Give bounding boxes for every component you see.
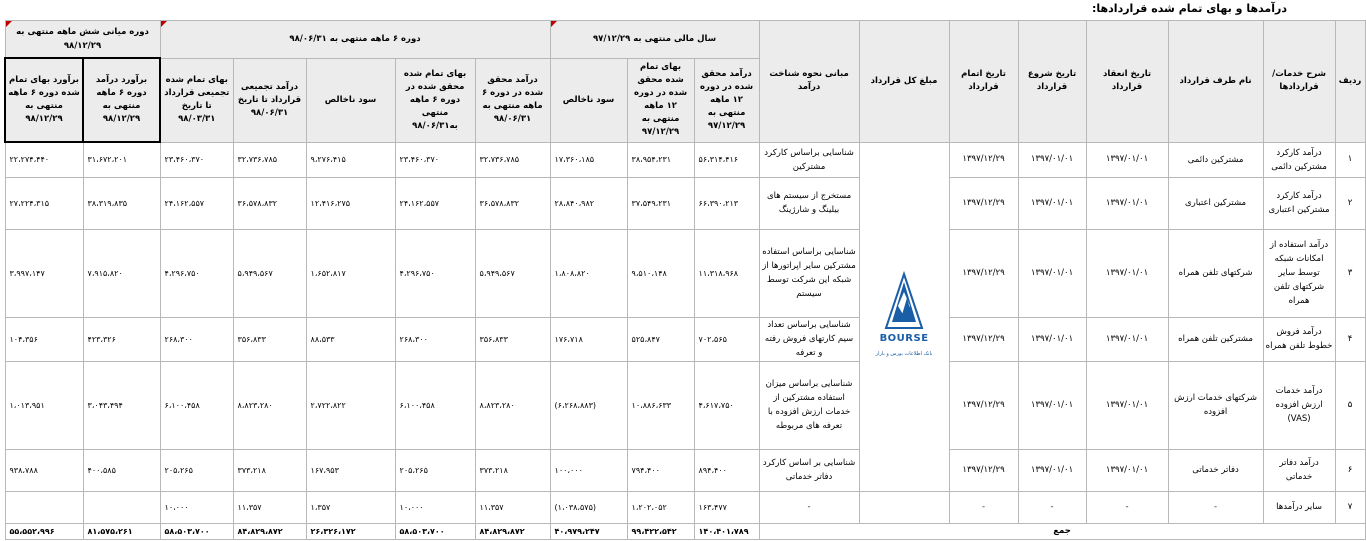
row-number: ۷ [1335, 491, 1365, 523]
row-six-profit: ۸۸،۵۳۳ [306, 317, 395, 361]
row-party: مشترکین اعتباری [1168, 177, 1263, 229]
row-estimate-cost: ۱،۰۱۳،۹۵۱ [5, 361, 83, 449]
row-number: ۲ [1335, 177, 1365, 229]
table-row [5, 317, 1365, 361]
table-row [5, 229, 1365, 317]
row-fy-cost: ۳۸،۹۵۴،۲۳۱ [627, 142, 694, 177]
row-six-profit: ۲،۷۲۲،۸۲۲ [306, 361, 395, 449]
row-cumulative-cost: ۶،۱۰۰،۴۵۸ [160, 361, 233, 449]
row-end-date: ۱۳۹۷/۱۲/۲۹ [949, 142, 1018, 177]
total-cumulative-cost: ۵۸،۵۰۳،۷۰۰ [160, 523, 233, 539]
row-estimate-cost [5, 491, 83, 523]
row-cumulative-revenue: ۸،۸۲۳،۲۸۰ [233, 361, 306, 449]
row-fy-cost: ۱،۲۰۲،۰۵۲ [627, 491, 694, 523]
row-cumulative-revenue: ۵،۹۴۹،۵۶۷ [233, 229, 306, 317]
row-six-revenue: ۳۲،۷۳۶،۷۸۵ [475, 142, 550, 177]
row-fy-cost: ۷۹۴،۴۰۰ [627, 449, 694, 491]
row-six-cost: ۲۴،۱۶۲،۵۵۷ [395, 177, 475, 229]
row-cumulative-revenue: ۳۲،۷۳۶،۷۸۵ [233, 142, 306, 177]
header-estimate-cost: برآورد بهای تمام شده دوره ۶ ماهه منتهی به ۹۸/۱۲/۲۹ [5, 58, 83, 142]
row-six-revenue: ۱۱،۳۵۷ [475, 491, 550, 523]
total-cumulative-revenue: ۸۴،۸۲۹،۸۷۲ [233, 523, 306, 539]
row-six-cost: ۲۶۸،۳۰۰ [395, 317, 475, 361]
row-start-date: - [1018, 491, 1086, 523]
row-number: ۵ [1335, 361, 1365, 449]
total-fy-profit: ۴۰،۹۷۹،۲۴۷ [550, 523, 627, 539]
row-estimate-cost: ۳،۹۹۷،۱۴۷ [5, 229, 83, 317]
header-fy-profit: سود ناخالص [550, 58, 627, 142]
row-fy-profit: ۱۷۶،۷۱۸ [550, 317, 627, 361]
header-fy-revenue: درآمد محقق شده در دوره ۱۲ ماهه منتهی به ۹۷/۱۲/۲۹ [694, 58, 759, 142]
table-row [5, 491, 1365, 523]
row-six-revenue: ۸،۸۲۳،۲۸۰ [475, 361, 550, 449]
row-cumulative-cost: ۴،۲۹۶،۷۵۰ [160, 229, 233, 317]
row-estimate-cost: ۲۷،۲۲۴،۳۱۵ [5, 177, 83, 229]
row-six-profit: ۱۲،۴۱۶،۲۷۵ [306, 177, 395, 229]
row-six-profit: ۱،۶۵۲،۸۱۷ [306, 229, 395, 317]
row-cumulative-revenue: ۱۱،۳۵۷ [233, 491, 306, 523]
row-end-date: - [949, 491, 1018, 523]
row-contract-date: ۱۳۹۷/۰۱/۰۱ [1086, 317, 1168, 361]
row-contract-date: ۱۳۹۷/۰۱/۰۱ [1086, 142, 1168, 177]
total-six-cost: ۵۸،۵۰۳،۷۰۰ [395, 523, 475, 539]
contracts-revenue-table [4, 20, 1366, 540]
row-contract-date: ۱۳۹۷/۰۱/۰۱ [1086, 449, 1168, 491]
table-row [5, 361, 1365, 449]
header-six-profit: سود ناخالص [306, 58, 395, 142]
row-fy-revenue: ۵۶،۳۱۴،۴۱۶ [694, 142, 759, 177]
row-six-revenue: ۳۵۶،۸۳۳ [475, 317, 550, 361]
header-end-date: تاریخ اتمام قرارداد [949, 21, 1018, 143]
total-fy-revenue: ۱۴۰،۴۰۱،۷۸۹ [694, 523, 759, 539]
row-description: درآمد کارکرد مشترکین دائمی [1263, 142, 1335, 177]
row-end-date: ۱۳۹۷/۱۲/۲۹ [949, 177, 1018, 229]
row-estimate-cost: ۲۲،۲۷۴،۴۴۰ [5, 142, 83, 177]
row-party: دفاتر خدماتی [1168, 449, 1263, 491]
total-row [5, 523, 1365, 539]
header-row-no: ردیف [1335, 21, 1365, 143]
row-six-revenue: ۵،۹۴۹،۵۶۷ [475, 229, 550, 317]
header-fiscal-year-group: سال مالی منتهی به ۹۷/۱۲/۲۹ [550, 21, 759, 59]
row-six-cost: ۲۳،۴۶۰،۳۷۰ [395, 142, 475, 177]
row-recognition-basis: - [759, 491, 859, 523]
row-end-date: ۱۳۹۷/۱۲/۲۹ [949, 449, 1018, 491]
row-start-date: ۱۳۹۷/۰۱/۰۱ [1018, 361, 1086, 449]
header-party: نام طرف قرارداد [1168, 21, 1263, 143]
total-fy-cost: ۹۹،۴۲۲،۵۴۲ [627, 523, 694, 539]
bourse-logo [872, 272, 936, 362]
row-description: درآمد دفاتر خدماتی [1263, 449, 1335, 491]
row-fy-revenue: ۱۶۳،۴۷۷ [694, 491, 759, 523]
row-fy-profit: (۱،۰۳۸،۵۷۵) [550, 491, 627, 523]
header-estimate-revenue: برآورد درآمد دوره ۶ ماهه منتهی به ۹۸/۱۲/۲۹ [83, 58, 160, 142]
row-number: ۱ [1335, 142, 1365, 177]
row-fy-profit: ۱،۸۰۸،۸۲۰ [550, 229, 627, 317]
row-estimate-revenue [83, 491, 160, 523]
row-description: درآمد استفاده از امکانات شبکه توسط سایر شرکتهای تلفن همراه [1263, 229, 1335, 317]
header-six-cost: بهای تمام شده محقق شده در دوره ۶ ماهه منتهی به۹۸/۰۶/۳۱ [395, 58, 475, 142]
row-contract-date: ۱۳۹۷/۰۱/۰۱ [1086, 229, 1168, 317]
header-recognition-basis: مبانی نحوه شناخت درآمد [759, 21, 859, 143]
row-party: شرکتهای خدمات ارزش افزوده [1168, 361, 1263, 449]
row-estimate-revenue: ۴۲۳،۳۲۶ [83, 317, 160, 361]
table-row [5, 449, 1365, 491]
row-contract-date: - [1086, 491, 1168, 523]
row-six-profit: ۹،۲۷۶،۴۱۵ [306, 142, 395, 177]
row-estimate-revenue: ۷،۹۱۵،۸۲۰ [83, 229, 160, 317]
bourse-mountain-icon [882, 272, 926, 330]
total-amount-merged-cell [859, 142, 949, 491]
group-header-row [5, 21, 1365, 59]
row-fy-profit: ۲۸،۸۴۰،۹۸۲ [550, 177, 627, 229]
row-end-date: ۱۳۹۷/۱۲/۲۹ [949, 317, 1018, 361]
row-party: مشترکین تلفن همراه [1168, 317, 1263, 361]
row-cumulative-cost: ۱۰،۰۰۰ [160, 491, 233, 523]
total-label: جمع [759, 523, 1365, 539]
row-estimate-revenue: ۳۱،۶۷۲،۲۰۱ [83, 142, 160, 177]
header-cumulative-revenue: درآمد تجمیعی قرارداد تا تاریخ ۹۸/۰۶/۳۱ [233, 58, 306, 142]
row-fy-revenue: ۸۹۴،۴۰۰ [694, 449, 759, 491]
table-row [5, 142, 1365, 177]
row-six-cost: ۱۰،۰۰۰ [395, 491, 475, 523]
row-description: درآمد کارکرد مشترکین اعتباری [1263, 177, 1335, 229]
row-start-date: ۱۳۹۷/۰۱/۰۱ [1018, 142, 1086, 177]
row-fy-profit: ۱۰۰،۰۰۰ [550, 449, 627, 491]
row-number: ۳ [1335, 229, 1365, 317]
row-start-date: ۱۳۹۷/۰۱/۰۱ [1018, 317, 1086, 361]
header-total-amount: مبلغ کل قرارداد [859, 21, 949, 143]
total-six-revenue: ۸۴،۸۲۹،۸۷۲ [475, 523, 550, 539]
row-fy-profit: (۶،۲۶۸،۸۸۳) [550, 361, 627, 449]
row-fy-revenue: ۱۱،۳۱۸،۹۶۸ [694, 229, 759, 317]
row-cumulative-cost: ۲۳،۴۶۰،۳۷۰ [160, 142, 233, 177]
total-estimate-cost: ۵۵،۵۵۲،۹۹۶ [5, 523, 83, 539]
row-fy-cost: ۵۲۵،۸۴۷ [627, 317, 694, 361]
row-six-revenue: ۳۷۳،۲۱۸ [475, 449, 550, 491]
row-contract-date: ۱۳۹۷/۰۱/۰۱ [1086, 177, 1168, 229]
logo-subtitle: بانک اطلاعات بورس و بازار [875, 350, 933, 357]
row-recognition-basis: شناسایی بر اساس کارکرد دفاتر خدماتی [759, 449, 859, 491]
row-recognition-basis: شناسایی براساس تعداد سیم کارتهای فروش رفته و تعرفه [759, 317, 859, 361]
row-fy-cost: ۳۷،۵۴۹،۲۳۱ [627, 177, 694, 229]
row-total-amount [859, 491, 949, 523]
header-start-date: تاریخ شروع قرارداد [1018, 21, 1086, 143]
row-recognition-basis: مستخرج از سیستم های بیلینگ و شارژینگ [759, 177, 859, 229]
row-estimate-cost: ۹۳۸،۷۸۸ [5, 449, 83, 491]
row-description: سایر درآمدها [1263, 491, 1335, 523]
row-party: مشترکین دائمی [1168, 142, 1263, 177]
row-description: درآمد خدمات ارزش افزوده (VAS) [1263, 361, 1335, 449]
row-cumulative-revenue: ۳۵۶،۸۳۳ [233, 317, 306, 361]
row-cumulative-cost: ۲۶۸،۳۰۰ [160, 317, 233, 361]
row-recognition-basis: شناسایی براساس کارکرد مشترکین [759, 142, 859, 177]
row-fy-profit: ۱۷،۳۶۰،۱۸۵ [550, 142, 627, 177]
row-number: ۴ [1335, 317, 1365, 361]
row-cumulative-revenue: ۳۶،۵۷۸،۸۳۲ [233, 177, 306, 229]
page-title: درآمدها و بهای تمام شده قراردادها: [1092, 2, 1287, 15]
row-six-cost: ۲۰۵،۲۶۵ [395, 449, 475, 491]
table-row [5, 177, 1365, 229]
row-start-date: ۱۳۹۷/۰۱/۰۱ [1018, 177, 1086, 229]
header-six-month-group: دوره ۶ ماهه منتهی به ۹۸/۰۶/۳۱ [160, 21, 550, 59]
row-end-date: ۱۳۹۷/۱۲/۲۹ [949, 361, 1018, 449]
row-fy-cost: ۹،۵۱۰،۱۴۸ [627, 229, 694, 317]
row-start-date: ۱۳۹۷/۰۱/۰۱ [1018, 229, 1086, 317]
header-description: شرح خدمات/ قراردادها [1263, 21, 1335, 143]
row-party: - [1168, 491, 1263, 523]
row-cumulative-cost: ۲۴،۱۶۲،۵۵۷ [160, 177, 233, 229]
header-six-revenue: درآمد محقق شده در دوره ۶ ماهه منتهی به ۹۸/۰۶/۳۱ [475, 58, 550, 142]
header-estimate-group: دوره میانی شش ماهه منتهی به ۹۸/۱۲/۲۹ [5, 21, 160, 59]
row-fy-revenue: ۴،۶۱۷،۷۵۰ [694, 361, 759, 449]
row-six-cost: ۶،۱۰۰،۴۵۸ [395, 361, 475, 449]
row-number: ۶ [1335, 449, 1365, 491]
header-contract-date: تاریخ انعقاد قرارداد [1086, 21, 1168, 143]
row-six-profit: ۱۶۷،۹۵۳ [306, 449, 395, 491]
total-estimate-revenue: ۸۱،۵۷۵،۲۶۱ [83, 523, 160, 539]
total-six-profit: ۲۶،۳۲۶،۱۷۲ [306, 523, 395, 539]
row-estimate-revenue: ۳۸،۳۱۹،۸۳۵ [83, 177, 160, 229]
row-end-date: ۱۳۹۷/۱۲/۲۹ [949, 229, 1018, 317]
row-six-revenue: ۳۶،۵۷۸،۸۳۲ [475, 177, 550, 229]
row-fy-revenue: ۷۰۲،۵۶۵ [694, 317, 759, 361]
row-six-cost: ۴،۲۹۶،۷۵۰ [395, 229, 475, 317]
row-estimate-revenue: ۳،۰۴۳،۴۹۴ [83, 361, 160, 449]
row-cumulative-revenue: ۳۷۳،۲۱۸ [233, 449, 306, 491]
row-fy-revenue: ۶۶،۳۹۰،۲۱۳ [694, 177, 759, 229]
row-start-date: ۱۳۹۷/۰۱/۰۱ [1018, 449, 1086, 491]
row-party: شرکتهای تلفن همراه [1168, 229, 1263, 317]
row-contract-date: ۱۳۹۷/۰۱/۰۱ [1086, 361, 1168, 449]
row-recognition-basis: شناسایی براساس استفاده مشترکین سایر اپراتورها از شبکه این شرکت توسط سیستم [759, 229, 859, 317]
logo-wordmark: BOURSE [879, 332, 929, 344]
header-cumulative-cost: بهای تمام شده تجمیعی قرارداد تا تاریخ ۹۸/۰۳/۳۱ [160, 58, 233, 142]
row-estimate-cost: ۱۰۴،۳۵۶ [5, 317, 83, 361]
row-description: درآمد فروش خطوط تلفن همراه [1263, 317, 1335, 361]
row-fy-cost: ۱۰،۸۸۶،۶۳۳ [627, 361, 694, 449]
row-cumulative-cost: ۲۰۵،۲۶۵ [160, 449, 233, 491]
row-recognition-basis: شناسایی براساس میزان استفاده مشترکین از خدمات ارزش افزوده با تعرفه های مربوطه [759, 361, 859, 449]
header-fy-cost: بهای تمام شده محقق شده در دوره ۱۲ ماهه منتهی به ۹۷/۱۲/۲۹ [627, 58, 694, 142]
row-estimate-revenue: ۴۰۰،۵۸۵ [83, 449, 160, 491]
row-six-profit: ۱،۳۵۷ [306, 491, 395, 523]
